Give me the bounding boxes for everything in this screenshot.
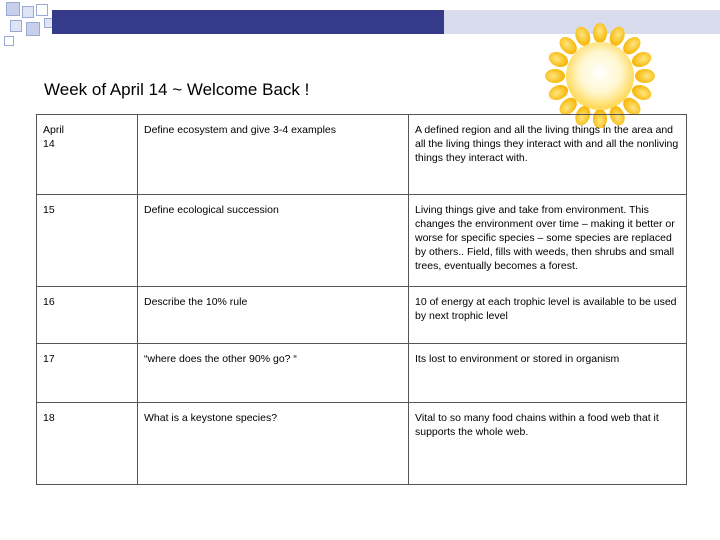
question-cell: Define ecological succession [138, 195, 409, 287]
question-cell: Define ecosystem and give 3-4 examples [138, 115, 409, 195]
question-cell: Describe the 10% rule [138, 287, 409, 344]
sun-icon [541, 20, 659, 128]
answer-cell: Vital to so many food chains within a food web that it supports the whole web. [409, 403, 687, 485]
question-cell: “where does the other 90% go? “ [138, 344, 409, 403]
date-cell: 15 [37, 195, 138, 287]
answer-cell: A defined region and all the living things in the area and all the living things they interact with and all the nonliving things they interact with. [409, 115, 687, 195]
table-row [37, 287, 687, 344]
sun-petal [635, 69, 655, 83]
date-cell: 17 [37, 344, 138, 403]
date-cell: 16 [37, 287, 138, 344]
corner-decoration [0, 0, 60, 50]
page-title: Week of April 14 ~ Welcome Back ! [44, 80, 310, 99]
sun-petal [593, 23, 607, 43]
date-cell: April 14 [37, 115, 138, 195]
table-row [37, 195, 687, 287]
table-row [37, 344, 687, 403]
date-cell: 18 [37, 403, 138, 485]
answer-cell: Its lost to environment or stored in organism [409, 344, 687, 403]
answer-cell: 10 of energy at each trophic level is available to be used by next trophic level [409, 287, 687, 344]
table-row [37, 115, 687, 195]
question-cell: What is a keystone species? [138, 403, 409, 485]
table-row [37, 403, 687, 485]
sun-petal [545, 69, 565, 83]
schedule-table [36, 114, 687, 485]
answer-cell: Living things give and take from environment. This changes the environment over time – making it better or worse for specific species – some species are replaced by others.. Field, fills with weeds, then shrubs and small trees, eventually becomes a forest. [409, 195, 687, 287]
header-band-dark [52, 10, 444, 34]
